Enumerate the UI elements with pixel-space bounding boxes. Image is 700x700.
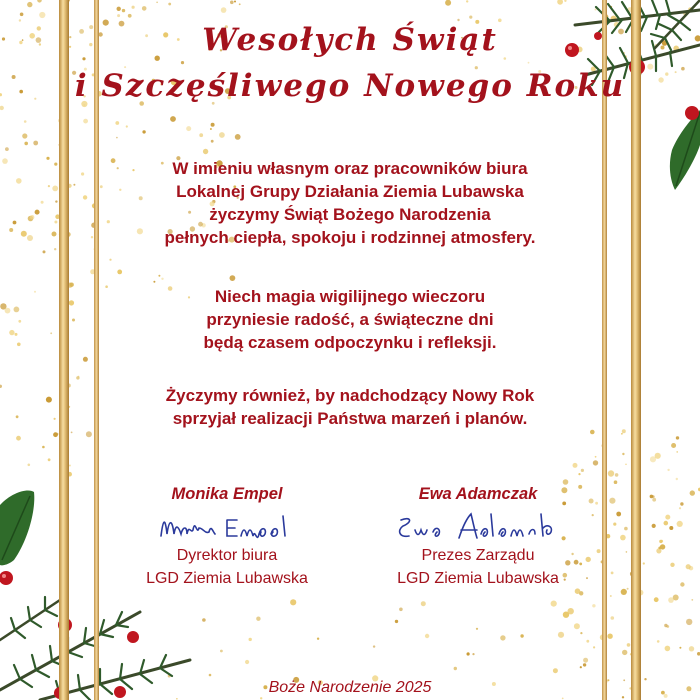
gold-dot [621,589,627,595]
gold-dot [373,645,375,647]
gold-dot [581,469,584,472]
gold-dot [43,250,46,253]
gold-dot [132,6,135,9]
gold-dot [317,638,319,640]
gold-dot [161,278,163,280]
gold-dot [627,588,629,590]
gold-dot [86,431,92,437]
gold-dot [117,270,122,275]
gold-dot [586,640,589,643]
gold-dot [676,451,678,453]
gold-dot [142,130,145,133]
gold-dot [199,133,203,137]
gold-dot [115,121,119,125]
gold-dot [122,9,125,12]
gold-dot [691,599,693,601]
gold-dot [16,436,21,441]
greeting-title-line-2: i Szczęśliwego Nowego Roku [74,68,626,104]
gold-dot [616,512,621,517]
wishes-line: pełnych ciepła, spokoju i rodzinnej atmosfery. [164,228,536,247]
gold-dot [186,126,191,131]
gold-dot [620,535,626,541]
gold-dot [83,357,88,362]
gold-dot [260,697,262,699]
gold-dot [48,458,51,461]
gold-dot [395,620,398,623]
gold-dot [553,668,558,673]
gold-dot [676,478,678,480]
gold-dot [116,137,118,139]
handwritten-signature-ewa-adamczak [393,510,563,544]
gold-dot [652,498,656,502]
gold-dot [563,612,569,618]
signer-name: Ewa Adamczak [418,485,538,503]
gold-dot [22,133,27,138]
footer-date: Boże Narodzenie 2025 [268,679,432,696]
gold-dot [664,521,669,526]
gold-dot [583,658,588,663]
gold-dot [613,523,616,526]
gold-dot [590,430,595,435]
signer-role: Prezes Zarządu [421,547,535,564]
gold-dot [667,469,669,471]
wishes-line: Lokalnej Grupy Działania Ziemia Lubawska [176,182,524,201]
gold-dot [500,635,505,640]
gold-dot [611,616,615,620]
gold-dot [562,698,564,700]
wishes-line: W imieniu własnym oraz pracowników biura [172,159,528,178]
wishes-line: Niech magia wigilijnego wieczoru [214,287,486,306]
gold-dot [466,0,468,2]
gold-dot [664,624,667,627]
gold-dot [210,128,212,130]
holly-leaf-left-icon [0,491,34,566]
gold-dot [128,14,132,18]
gold-dot [520,634,523,637]
gold-dot [469,16,472,19]
gold-dot [235,134,241,140]
gold-dot [220,650,223,653]
gold-dot [686,619,692,625]
gold-dot [476,628,478,630]
gold-dot [454,667,457,670]
gold-dot [574,623,580,629]
gold-dot [557,0,563,5]
gold-dot [611,572,614,575]
gold-dot [76,376,79,379]
gold-dot [230,275,236,281]
gold-dot [0,106,4,110]
gold-dot [421,601,426,606]
gold-dot [690,490,695,495]
gold-dot [669,526,673,530]
gold-dot [671,443,676,448]
gold-dot [221,7,227,13]
gold-dot [610,595,612,597]
gold-dot [290,599,296,605]
gold-dot [652,524,656,528]
wishes-paragraph-1 [0,157,700,249]
gold-dot [256,617,260,621]
gold-dot [686,564,691,569]
gold-dot [467,652,470,655]
gold-dot [657,640,660,643]
gold-dot [670,563,674,567]
gold-dot [245,660,249,664]
gold-dot [595,502,598,505]
gold-dot [20,13,24,17]
gold-dot [71,432,73,434]
gold-dot [69,465,71,467]
gold-dot [643,562,645,564]
gold-dot [622,650,627,655]
gold-dot [607,634,612,639]
gold-dot [5,147,9,151]
greeting-title-line-1: Wesołych Świąt [202,22,498,58]
gold-dot [234,1,236,3]
gold-dot [168,3,171,6]
gold-dot [109,259,111,261]
wishes-line: sprzyjał realizacji Państwa marzeń i planów. [172,409,528,428]
gold-dot [583,663,586,666]
gold-dot [126,125,128,127]
gold-dot [24,120,27,123]
gold-dot [624,527,628,531]
gold-dot [156,2,158,4]
gold-dot [580,632,582,634]
gold-dot [211,140,214,143]
signer-organization: LGD Ziemia Lubawska [397,570,559,587]
gold-dot [625,464,627,466]
gold-dot [595,456,597,458]
gold-dot [158,275,160,277]
signer-role: Dyrektor biura [176,547,278,564]
gold-dot [655,453,661,459]
gold-dot [659,540,662,543]
wishes-line: przyniesie radość, a świąteczne dni [206,310,494,329]
gold-dot [153,281,155,283]
gold-dot [652,495,655,498]
gold-dot [209,674,212,677]
gold-dot [33,141,38,146]
gold-dot [176,698,178,700]
gold-dot [668,597,674,603]
gold-dot [626,551,628,553]
gold-dot [622,453,624,455]
gold-dot [230,1,234,5]
gold-dot [39,12,45,18]
gold-dot [219,132,225,138]
gold-dot [142,6,147,11]
gold-dot [425,634,429,638]
gold-dot [573,463,578,468]
gold-dot [592,604,595,607]
gold-dot [676,436,679,439]
gold-dot [564,0,566,2]
gold-dot [593,460,598,465]
signer-director [112,484,342,590]
gold-dot [654,597,659,602]
gold-dot [528,62,530,64]
gold-dot [665,646,671,652]
gold-dot [609,498,615,504]
signer-president [363,484,593,590]
gold-dot [472,653,474,655]
gold-dot [615,473,619,477]
gold-dot [656,548,661,553]
signer-name: Monika Empel [171,485,283,503]
gold-dot [27,2,32,7]
gold-dot [202,618,206,622]
gold-dot [249,638,252,641]
wishes-line: Życzymy również, by nadchodzący Nowy Rok [165,386,535,405]
gold-dot [593,646,595,648]
gold-dot [595,9,597,11]
gold-dot [445,0,451,6]
gold-dot [239,3,241,5]
gold-dot [677,521,683,527]
gold-dot [689,646,694,651]
gold-dot [83,119,88,124]
gold-dot [679,647,681,649]
gold-dot [211,123,215,127]
gold-dot [457,19,459,21]
gold-dot [665,515,670,520]
gold-dot [53,432,58,437]
gold-dot [680,582,684,586]
wishes-paragraph-2 [0,285,700,354]
gold-dot [614,480,618,484]
gold-dot [181,61,184,64]
gold-dot [580,666,582,668]
gold-dot [578,473,580,475]
gold-dot [660,544,665,549]
wishes-line: będą czasem odpoczynku i refleksji. [203,333,497,352]
gold-dot [621,433,623,435]
gold-dot [608,470,614,476]
gold-dot [117,7,121,11]
gold-dot [24,142,28,146]
gold-dot [37,0,42,3]
gold-dot [680,502,683,505]
gold-dot [117,14,120,17]
signer-organization: LGD Ziemia Lubawska [146,570,308,587]
wishes-paragraph-3 [0,384,700,430]
gold-dot [597,549,601,553]
gold-dot [42,446,45,449]
gold-dot [551,601,557,607]
gold-dot [399,608,403,612]
handwritten-signature-monika-empel [157,510,297,544]
gold-dot [679,507,681,509]
gold-dot [558,632,564,638]
gold-dot [203,149,208,154]
wishes-line: życzymy Świąt Bożego Narodzenia [209,205,491,224]
gold-dot [627,643,631,647]
gold-dot [170,116,176,122]
gold-dot [28,464,31,467]
